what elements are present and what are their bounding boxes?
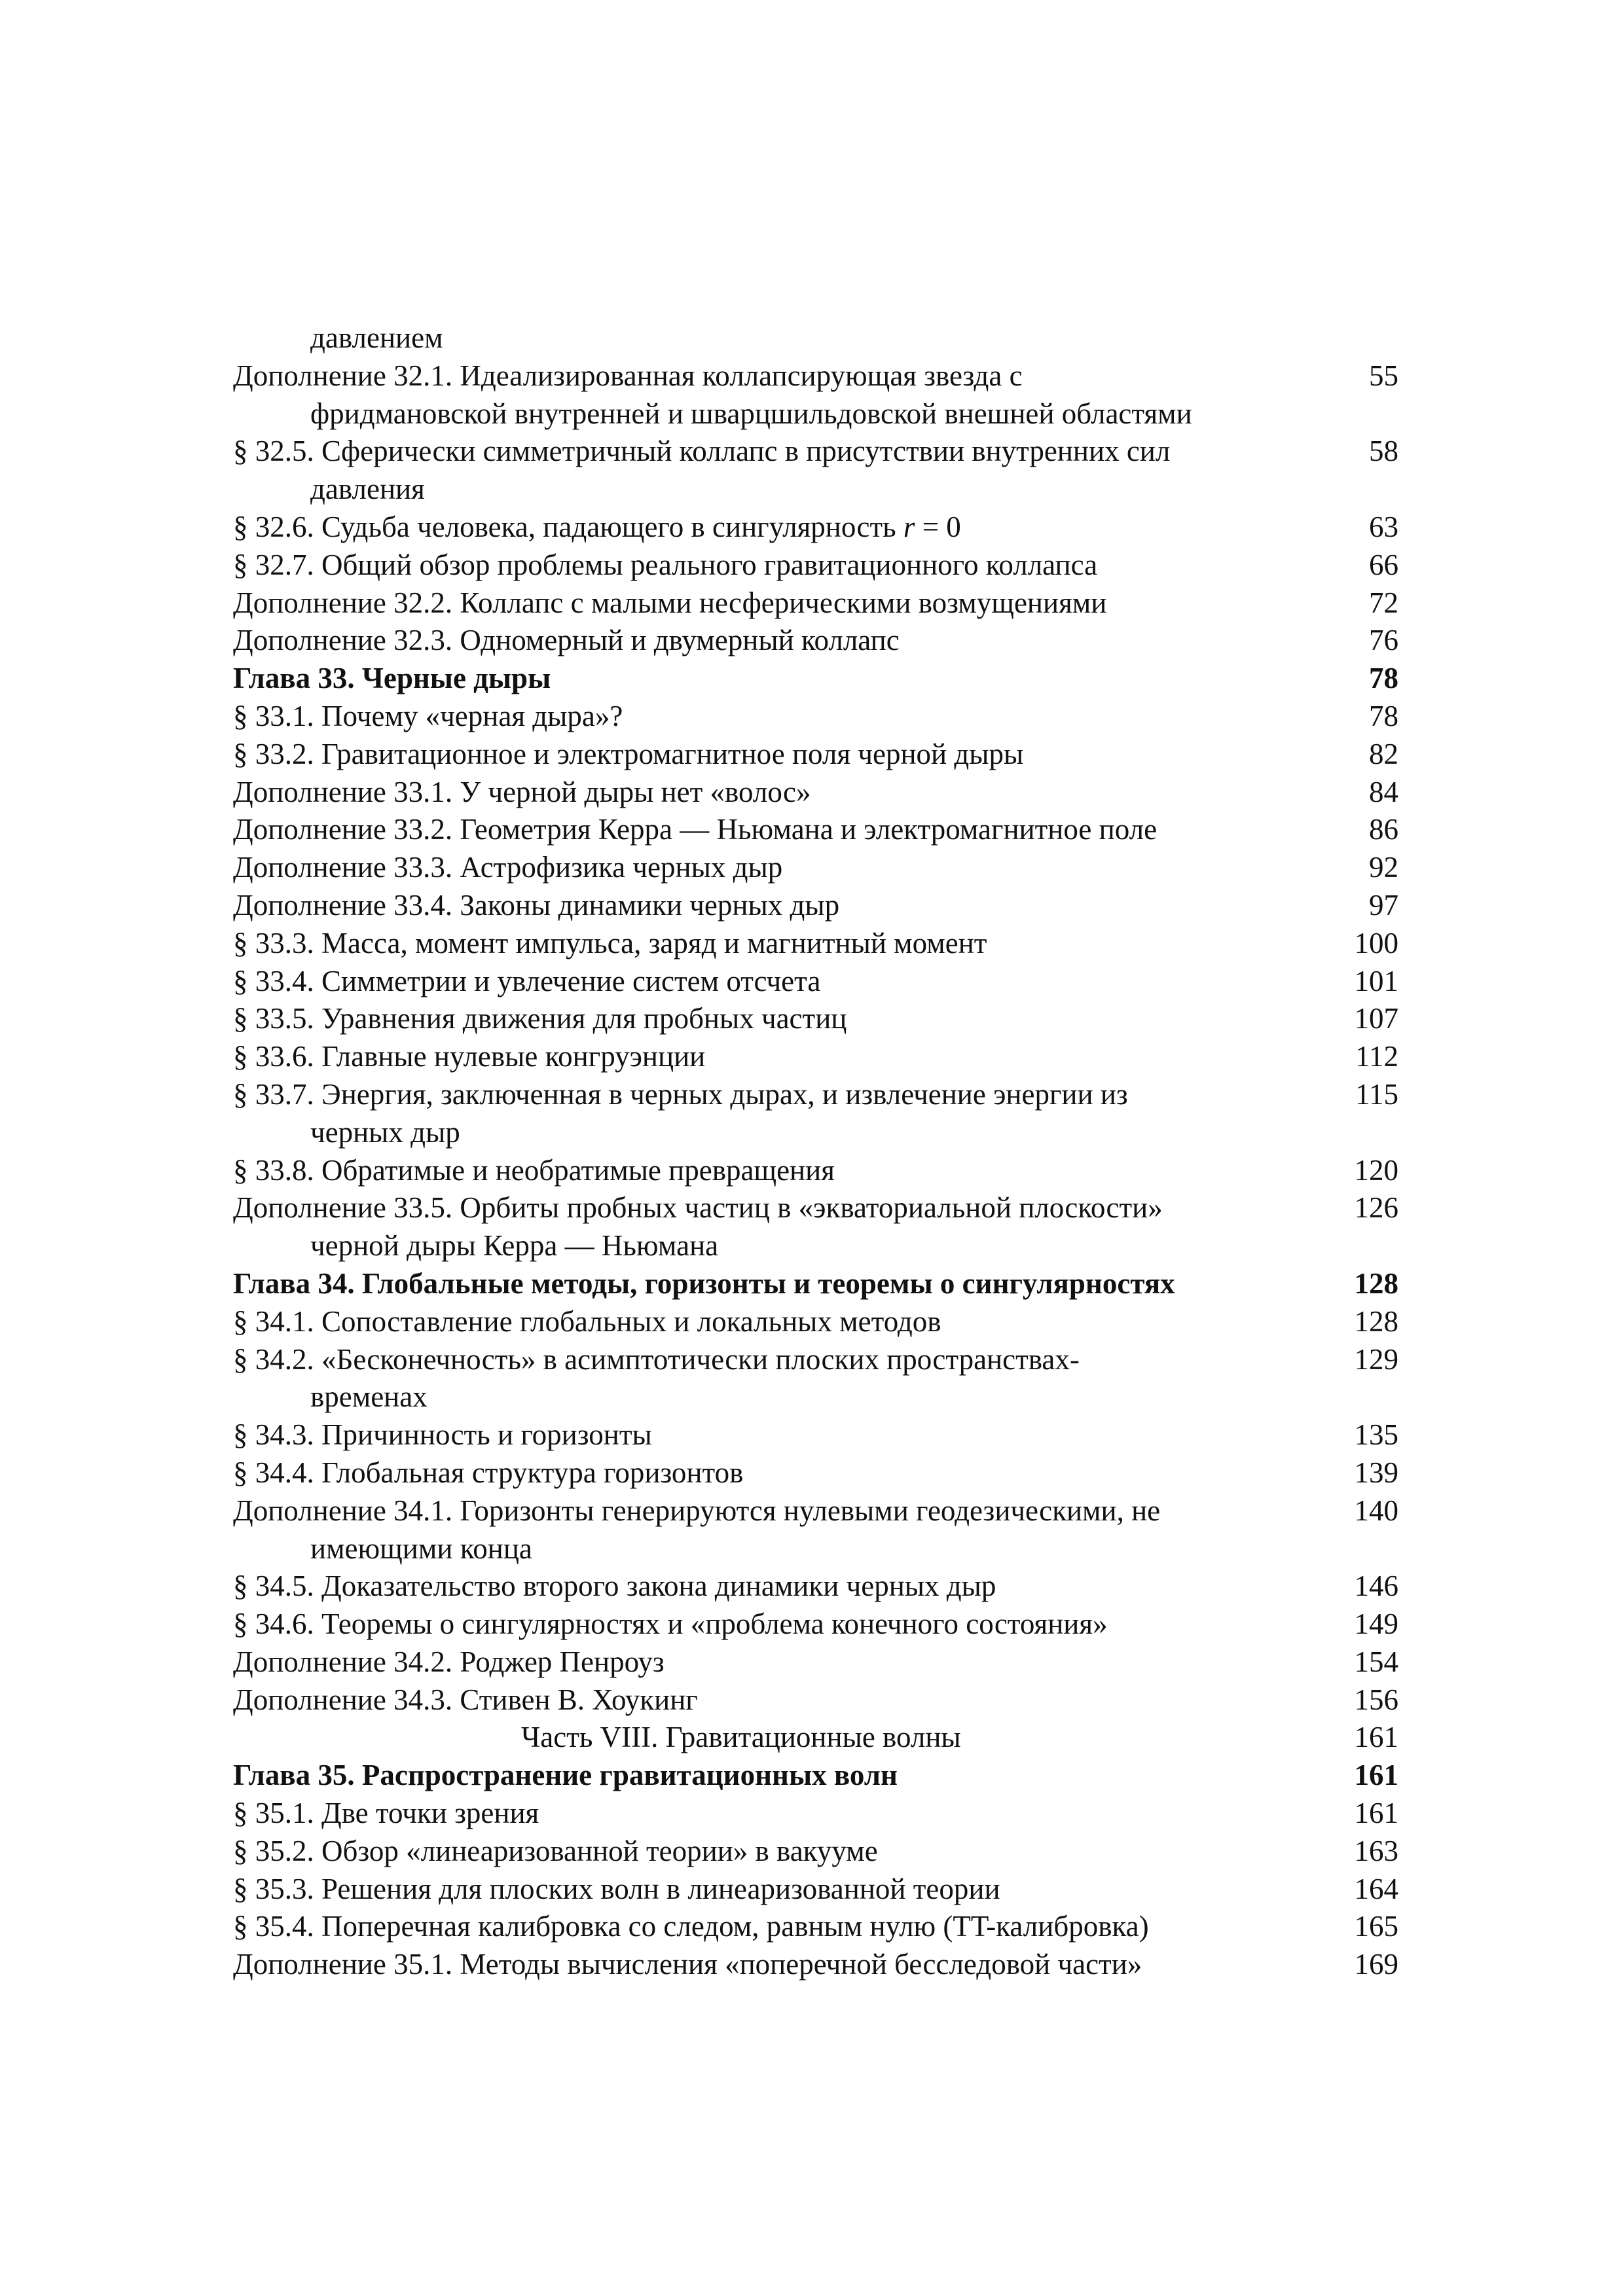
toc-entry-title xyxy=(233,1341,1080,1379)
page-number: 149 xyxy=(1354,1607,1398,1641)
toc-entry-title xyxy=(233,1000,847,1038)
page-number: 169 xyxy=(1354,1948,1398,1981)
toc-entry-title xyxy=(521,1719,961,1757)
toc-entry-title xyxy=(310,1227,718,1265)
page-number: 156 xyxy=(1354,1683,1398,1716)
toc-entry-text: Дополнение 33.5. Орбиты пробных частиц в «экваториальной плоскости» xyxy=(233,1191,1163,1225)
toc-entry-title xyxy=(233,1568,996,1605)
page-number: 154 xyxy=(1354,1645,1398,1678)
toc-entry-text: § 35.3. Решения для плоских волн в линеаризованной теории xyxy=(233,1872,1000,1905)
toc-entry-text: фридмановской внутренней и шварцшильдовской внешней областями xyxy=(310,397,1192,430)
toc-entry-title xyxy=(233,963,820,1001)
page-number: 128 xyxy=(1354,1304,1398,1338)
toc-entry-text: Дополнение 33.4. Законы динамики черных дыр xyxy=(233,888,840,922)
toc-entry-text: § 35.1. Две точки зрения xyxy=(233,1797,539,1830)
toc-entry-text: Дополнение 34.3. Стивен В. Хоукинг xyxy=(233,1683,698,1716)
toc-entry xyxy=(233,1568,1398,1605)
toc-entry-text: временах xyxy=(310,1380,428,1414)
toc-entry-text: § 33.1. Почему «черная дыра»? xyxy=(233,699,623,732)
toc-entry-text: § 32.6. Судьба человека, падающего в сингулярность xyxy=(233,510,896,543)
toc-entry xyxy=(233,925,1398,963)
page-number: 84 xyxy=(1369,775,1398,808)
toc-entry-text: Глава 33. Черные дыры xyxy=(233,662,551,695)
toc-entry-continuation xyxy=(233,471,1398,509)
toc-entry-title xyxy=(233,1643,665,1681)
page-number: 135 xyxy=(1354,1418,1398,1452)
toc-entry-text: черных дыр xyxy=(310,1115,460,1149)
toc-entry xyxy=(233,849,1398,887)
toc-entry-title xyxy=(233,1871,1000,1909)
toc-entry-text: § 34.5. Доказательство второго закона динамики черных дыр xyxy=(233,1570,996,1603)
toc-entry-text: § 34.3. Причинность и горизонты xyxy=(233,1418,652,1452)
page-number: 63 xyxy=(1369,510,1398,543)
toc-entry-text: Дополнение 32.2. Коллапс с малыми несферическими возмущениями xyxy=(233,586,1107,619)
toc-entry xyxy=(233,622,1398,660)
toc-entry-text: Дополнение 34.1. Горизонты генерируются нулевыми геодезическими, не xyxy=(233,1494,1161,1527)
chapter-heading xyxy=(233,1757,1398,1795)
toc-entry xyxy=(233,547,1398,584)
toc-entry-title xyxy=(233,1757,898,1795)
page-number: 101 xyxy=(1354,964,1398,997)
toc-entry-text: Дополнение 35.1. Методы вычисления «поперечной бесследовой части» xyxy=(233,1948,1142,1981)
toc-entry-title xyxy=(233,1265,1175,1303)
toc-entry-text: Дополнение 33.3. Астрофизика черных дыр xyxy=(233,851,783,884)
toc-entry-title xyxy=(310,395,1192,433)
toc-entry-title xyxy=(233,584,1106,622)
page-number: 140 xyxy=(1354,1494,1398,1527)
page-number: 115 xyxy=(1355,1077,1398,1111)
toc-entry-title xyxy=(233,736,1023,774)
toc-entry-title xyxy=(233,849,782,887)
page-number: 120 xyxy=(1354,1153,1398,1187)
toc-entry-text: § 32.7. Общий обзор проблемы реального гравитационного коллапса xyxy=(233,548,1098,581)
toc-entry-title xyxy=(233,1833,878,1871)
toc-entry-title xyxy=(310,319,443,357)
toc-entry-text: Глава 35. Распространение гравитационных волн xyxy=(233,1759,898,1792)
toc-entry xyxy=(233,698,1398,736)
toc-entry-text: § 33.7. Энергия, заключенная в черных дырах, и извлечение энергии из xyxy=(233,1077,1128,1111)
page-number: 97 xyxy=(1369,888,1398,922)
table-of-contents xyxy=(233,319,1398,1984)
page-number: 139 xyxy=(1354,1456,1398,1489)
toc-entry-continuation xyxy=(233,1378,1398,1416)
toc-entry-text: § 33.4. Симметрии и увлечение систем отсчета xyxy=(233,964,821,997)
page-number: 100 xyxy=(1354,926,1398,960)
page-number: 126 xyxy=(1354,1191,1398,1225)
toc-entry xyxy=(233,736,1398,774)
page-number: 161 xyxy=(1354,1797,1398,1830)
toc-entry-title xyxy=(310,1530,532,1568)
page-number: 58 xyxy=(1369,435,1398,468)
toc-entry-title xyxy=(233,547,1097,584)
page-number: 128 xyxy=(1354,1266,1398,1300)
page-number: 112 xyxy=(1355,1040,1398,1073)
toc-entry-title xyxy=(233,509,961,547)
toc-entry-title xyxy=(233,1152,835,1190)
toc-entry-title xyxy=(233,1908,1149,1946)
toc-entry xyxy=(233,357,1398,395)
toc-entry-text: § 33.2. Гравитационное и электромагнитное поля черной дыры xyxy=(233,737,1024,770)
toc-entry-text: Дополнение 33.2. Геометрия Керра — Ньюмана и электромагнитное поле xyxy=(233,813,1158,846)
toc-entry-text: давлением xyxy=(310,321,443,354)
toc-entry xyxy=(233,1000,1398,1038)
page-number: 78 xyxy=(1369,662,1398,695)
page-number: 163 xyxy=(1354,1834,1398,1867)
toc-entry xyxy=(233,1454,1398,1492)
toc-entry-title xyxy=(310,471,425,509)
toc-entry xyxy=(233,1152,1398,1190)
toc-entry-title xyxy=(233,698,623,736)
toc-entry-text: § 35.4. Поперечная калибровка со следом, равным нулю (TT-калибровка) xyxy=(233,1910,1149,1943)
toc-entry xyxy=(233,509,1398,547)
page-number: 107 xyxy=(1354,1002,1398,1035)
toc-entry xyxy=(233,1038,1398,1076)
toc-entry-text: § 33.8. Обратимые и необратимые превращения xyxy=(233,1153,835,1187)
toc-entry-title xyxy=(310,1378,428,1416)
toc-entry-text: § 33.6. Главные нулевые конгруэнции xyxy=(233,1040,706,1073)
toc-entry-title xyxy=(233,1416,652,1454)
toc-entry-title xyxy=(233,433,1170,471)
toc-entry xyxy=(233,1189,1398,1227)
page-number: 55 xyxy=(1369,359,1398,392)
page-number: 161 xyxy=(1354,1759,1398,1792)
toc-entry xyxy=(233,1643,1398,1681)
toc-entry-title xyxy=(233,1454,743,1492)
toc-entry-continuation xyxy=(233,319,1398,357)
toc-entry xyxy=(233,433,1398,471)
toc-entry xyxy=(233,584,1398,622)
toc-entry-title xyxy=(233,811,1157,849)
page-number: 161 xyxy=(1354,1721,1398,1754)
toc-entry-text: § 34.1. Сопоставление глобальных и локальных методов xyxy=(233,1304,941,1338)
toc-entry-text: § 34.2. «Бесконечность» в асимптотически плоских пространствах- xyxy=(233,1342,1080,1376)
page-number: 76 xyxy=(1369,624,1398,657)
page-number: 146 xyxy=(1354,1570,1398,1603)
toc-entry xyxy=(233,811,1398,849)
page-number: 86 xyxy=(1369,813,1398,846)
chapter-heading xyxy=(233,660,1398,698)
toc-entry-text: Дополнение 32.3. Одномерный и двумерный коллапс xyxy=(233,624,900,657)
page-number: 129 xyxy=(1354,1342,1398,1376)
page-number: 82 xyxy=(1369,737,1398,770)
toc-entry-text: § 35.2. Обзор «линеаризованной теории» в вакууме xyxy=(233,1834,878,1867)
toc-entry xyxy=(233,963,1398,1001)
page-number: 165 xyxy=(1354,1910,1398,1943)
toc-entry-title xyxy=(233,1795,539,1833)
toc-entry xyxy=(233,1871,1398,1909)
toc-entry-title xyxy=(233,1492,1160,1530)
toc-entry-title xyxy=(233,1076,1128,1114)
toc-entry xyxy=(233,887,1398,925)
toc-entry-title xyxy=(233,1605,1108,1643)
toc-entry xyxy=(233,1946,1398,1984)
toc-entry-text: § 34.6. Теоремы о сингулярностях и «проблема конечного состояния» xyxy=(233,1607,1108,1641)
toc-entry-text: Часть VIII. Гравитационные волны xyxy=(521,1721,961,1754)
toc-entry xyxy=(233,1908,1398,1946)
page-number: 92 xyxy=(1369,851,1398,884)
toc-entry xyxy=(233,1795,1398,1833)
toc-entry xyxy=(233,1416,1398,1454)
part-heading xyxy=(233,1719,1398,1757)
toc-entry xyxy=(233,1605,1398,1643)
toc-entry-text: § 32.5. Сферически симметричный коллапс в присутствии внутренних сил xyxy=(233,435,1171,468)
toc-entry xyxy=(233,1341,1398,1379)
toc-entry-text: Дополнение 34.2. Роджер Пенроуз xyxy=(233,1645,665,1678)
page-number: 78 xyxy=(1369,699,1398,732)
toc-entry xyxy=(233,1076,1398,1114)
toc-entry-continuation xyxy=(233,1530,1398,1568)
toc-entry-title xyxy=(233,660,551,698)
toc-entry xyxy=(233,1303,1398,1341)
toc-entry-title xyxy=(233,1303,941,1341)
toc-entry xyxy=(233,1833,1398,1871)
toc-entry-text: Дополнение 32.1. Идеализированная коллапсирующая звезда с xyxy=(233,359,1023,392)
toc-entry-continuation xyxy=(233,1114,1398,1152)
toc-entry-title xyxy=(233,774,811,812)
toc-entry-title xyxy=(233,622,900,660)
toc-entry xyxy=(233,1681,1398,1719)
toc-entry-text: Дополнение 33.1. У черной дыры нет «волос» xyxy=(233,775,811,808)
toc-entry-text: Глава 34. Глобальные методы, горизонты и теоремы о сингулярностях xyxy=(233,1266,1175,1300)
toc-entry-text: § 33.3. Масса, момент импульса, заряд и магнитный момент xyxy=(233,926,987,960)
toc-entry-title xyxy=(233,1681,698,1719)
toc-entry-title xyxy=(310,1114,460,1152)
math-expression: r = 0 xyxy=(903,510,961,543)
toc-entry-text: черной дыры Керра — Ньюмана xyxy=(310,1229,719,1263)
toc-entry-title xyxy=(233,1946,1142,1984)
toc-entry-title xyxy=(233,1189,1163,1227)
page-number: 164 xyxy=(1354,1872,1398,1905)
page-number: 66 xyxy=(1369,548,1398,581)
toc-entry-continuation xyxy=(233,395,1398,433)
toc-entry-continuation xyxy=(233,1227,1398,1265)
chapter-heading xyxy=(233,1265,1398,1303)
toc-entry-text: § 34.4. Глобальная структура горизонтов xyxy=(233,1456,744,1489)
toc-entry-title xyxy=(233,925,987,963)
toc-entry-title xyxy=(233,1038,705,1076)
toc-entry-title xyxy=(233,887,839,925)
toc-entry-text: имеющими конца xyxy=(310,1532,532,1565)
toc-entry-text: § 33.5. Уравнения движения для пробных частиц xyxy=(233,1002,847,1035)
page-number: 72 xyxy=(1369,586,1398,619)
toc-entry-text: давления xyxy=(310,473,425,506)
toc-entry xyxy=(233,774,1398,812)
toc-entry xyxy=(233,1492,1398,1530)
toc-entry-title xyxy=(233,357,1023,395)
